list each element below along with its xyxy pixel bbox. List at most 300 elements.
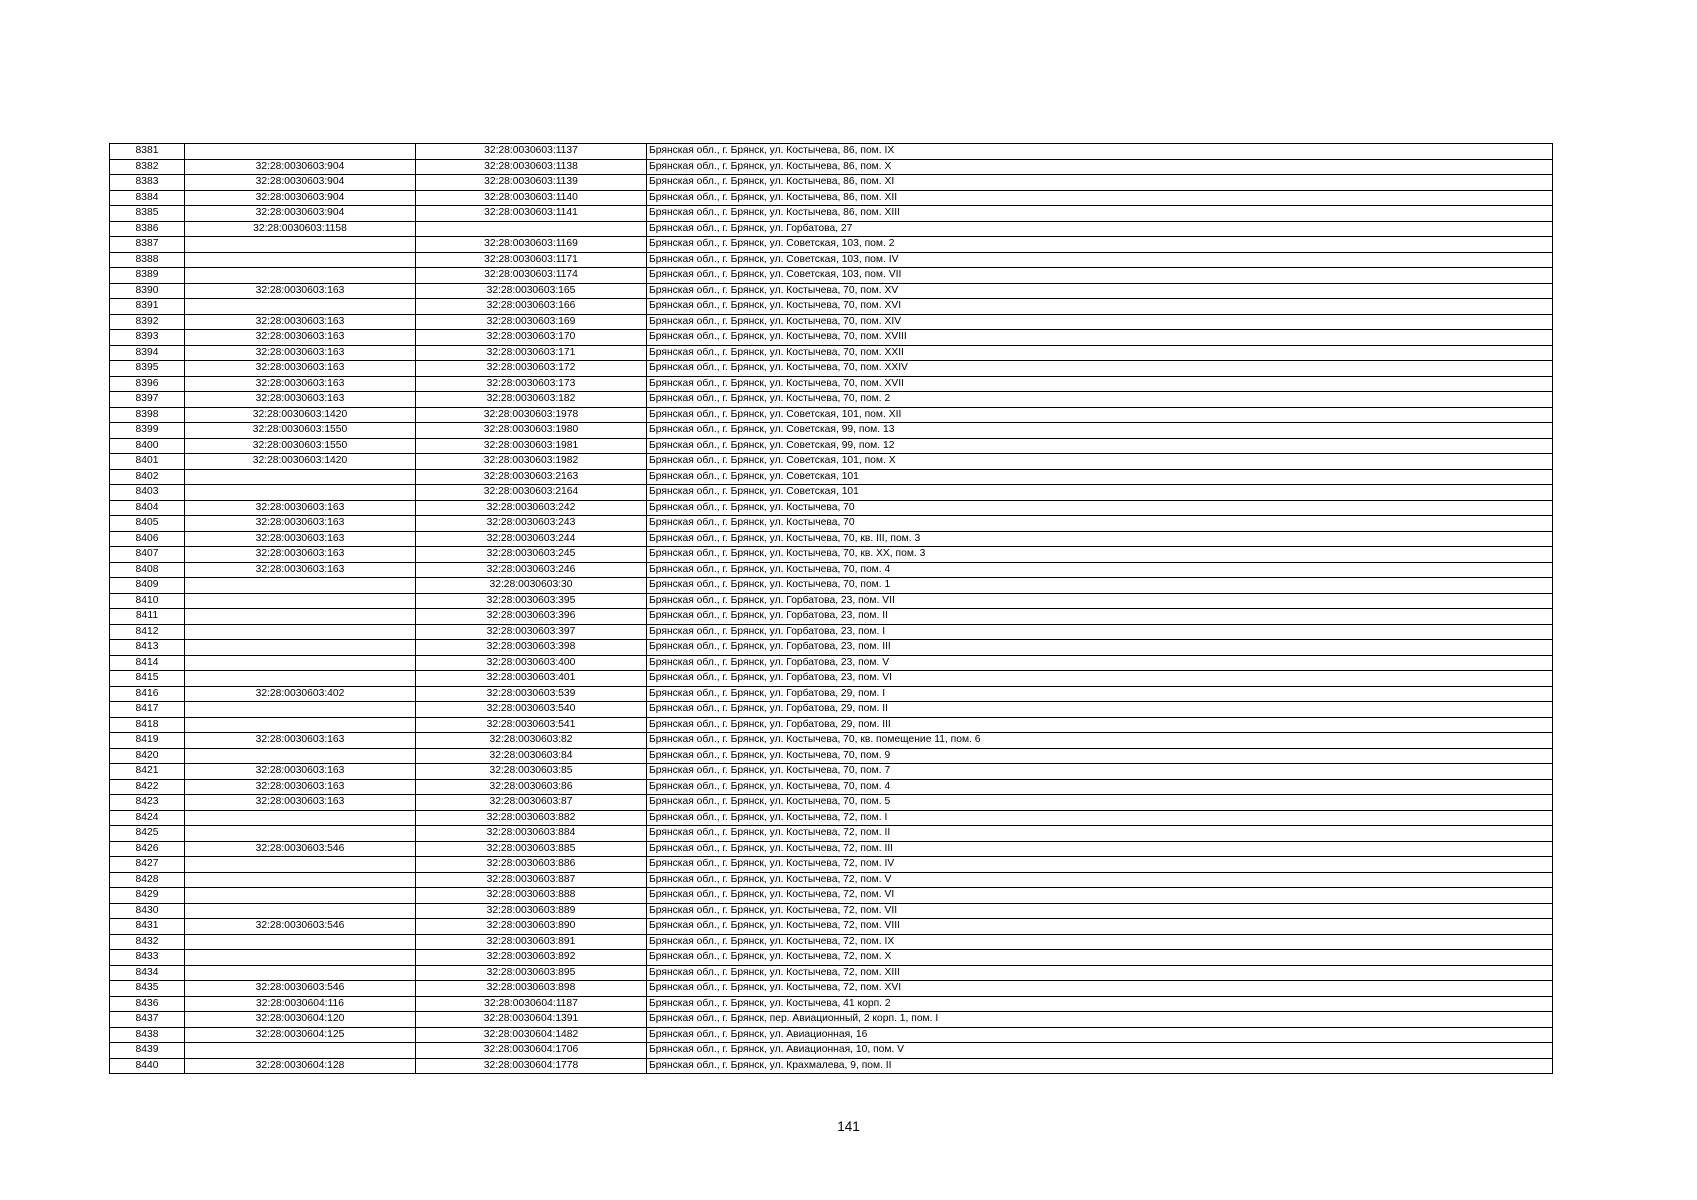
address-cell: Брянская обл., г. Брянск, ул. Костычева, 72, пом. VI — [647, 888, 1553, 904]
table-row — [110, 903, 1553, 919]
table-row — [110, 640, 1553, 656]
cadastral-number-cell: 32:28:0030603:86 — [416, 779, 647, 795]
parent-cadastral-number-cell: 32:28:0030603:163 — [185, 314, 416, 330]
table-row — [110, 702, 1553, 718]
parent-cadastral-number-cell — [185, 965, 416, 981]
row-number-cell: 8401 — [110, 454, 185, 470]
cadastral-number-cell: 32:28:0030603:397 — [416, 624, 647, 640]
address-cell: Брянская обл., г. Брянск, ул. Костычева, 70, пом. XIV — [647, 314, 1553, 330]
cadastral-number-cell: 32:28:0030603:1138 — [416, 159, 647, 175]
address-cell: Брянская обл., г. Брянск, ул. Костычева, 70, пом. XXII — [647, 345, 1553, 361]
address-cell: Брянская обл., г. Брянск, ул. Костычева, 70, пом. XV — [647, 283, 1553, 299]
parent-cadastral-number-cell: 32:28:0030603:904 — [185, 175, 416, 191]
row-number-cell: 8431 — [110, 919, 185, 935]
address-cell: Брянская обл., г. Брянск, ул. Горбатова, 23, пом. V — [647, 655, 1553, 671]
cadastral-number-cell: 32:28:0030603:895 — [416, 965, 647, 981]
row-number-cell: 8403 — [110, 485, 185, 501]
row-number-cell: 8432 — [110, 934, 185, 950]
parent-cadastral-number-cell — [185, 469, 416, 485]
cadastral-number-cell: 32:28:0030603:1981 — [416, 438, 647, 454]
cadastral-number-cell: 32:28:0030603:882 — [416, 810, 647, 826]
address-cell: Брянская обл., г. Брянск, ул. Авиационная, 10, пом. V — [647, 1043, 1553, 1059]
address-cell: Брянская обл., г. Брянск, ул. Костычева, 70, пом. 1 — [647, 578, 1553, 594]
row-number-cell: 8428 — [110, 872, 185, 888]
cadastral-number-cell: 32:28:0030603:1174 — [416, 268, 647, 284]
cadastral-number-cell: 32:28:0030603:898 — [416, 981, 647, 997]
parent-cadastral-number-cell: 32:28:0030604:125 — [185, 1027, 416, 1043]
table-row — [110, 733, 1553, 749]
table-row — [110, 919, 1553, 935]
row-number-cell: 8399 — [110, 423, 185, 439]
address-cell: Брянская обл., г. Брянск, ул. Горбатова, 29, пом. III — [647, 717, 1553, 733]
table-row — [110, 314, 1553, 330]
table-row — [110, 841, 1553, 857]
cadastral-number-cell: 32:28:0030603:165 — [416, 283, 647, 299]
address-cell: Брянская обл., г. Брянск, ул. Горбатова, 23, пом. VI — [647, 671, 1553, 687]
address-cell: Брянская обл., г. Брянск, ул. Горбатова, 23, пом. III — [647, 640, 1553, 656]
parent-cadastral-number-cell — [185, 237, 416, 253]
row-number-cell: 8424 — [110, 810, 185, 826]
parent-cadastral-number-cell: 32:28:0030603:163 — [185, 361, 416, 377]
table-row — [110, 283, 1553, 299]
parent-cadastral-number-cell: 32:28:0030604:120 — [185, 1012, 416, 1028]
address-cell: Брянская обл., г. Брянск, ул. Костычева, 70, пом. 9 — [647, 748, 1553, 764]
table-row — [110, 934, 1553, 950]
parent-cadastral-number-cell — [185, 144, 416, 160]
parent-cadastral-number-cell: 32:28:0030603:163 — [185, 345, 416, 361]
row-number-cell: 8406 — [110, 531, 185, 547]
cadastral-number-cell: 32:28:0030603:395 — [416, 593, 647, 609]
parent-cadastral-number-cell — [185, 888, 416, 904]
address-cell: Брянская обл., г. Брянск, ул. Советская, 103, пом. IV — [647, 252, 1553, 268]
parent-cadastral-number-cell: 32:28:0030603:1420 — [185, 407, 416, 423]
table-row — [110, 872, 1553, 888]
cadastral-number-cell: 32:28:0030603:169 — [416, 314, 647, 330]
address-cell: Брянская обл., г. Брянск, ул. Костычева, 70 — [647, 516, 1553, 532]
parent-cadastral-number-cell: 32:28:0030603:163 — [185, 283, 416, 299]
cadastral-number-cell: 32:28:0030603:246 — [416, 562, 647, 578]
page-number: 141 — [837, 1119, 860, 1134]
table-row — [110, 516, 1553, 532]
address-cell: Брянская обл., г. Брянск, ул. Костычева, 72, пом. II — [647, 826, 1553, 842]
address-cell: Брянская обл., г. Брянск, ул. Костычева, 70, кв. III, пом. 3 — [647, 531, 1553, 547]
parent-cadastral-number-cell: 32:28:0030603:163 — [185, 516, 416, 532]
address-cell: Брянская обл., г. Брянск, ул. Костычева, 72, пом. VII — [647, 903, 1553, 919]
parent-cadastral-number-cell — [185, 609, 416, 625]
table-row — [110, 764, 1553, 780]
cadastral-number-cell: 32:28:0030603:889 — [416, 903, 647, 919]
row-number-cell: 8438 — [110, 1027, 185, 1043]
parent-cadastral-number-cell: 32:28:0030603:1550 — [185, 438, 416, 454]
row-number-cell: 8393 — [110, 330, 185, 346]
address-cell: Брянская обл., г. Брянск, ул. Горбатова, 27 — [647, 221, 1553, 237]
address-cell: Брянская обл., г. Брянск, ул. Костычева, 70, кв. XX, пом. 3 — [647, 547, 1553, 563]
parent-cadastral-number-cell: 32:28:0030603:904 — [185, 190, 416, 206]
address-cell: Брянская обл., г. Брянск, ул. Горбатова, 23, пом. II — [647, 609, 1553, 625]
table-row — [110, 655, 1553, 671]
row-number-cell: 8396 — [110, 376, 185, 392]
cadastral-number-cell: 32:28:0030604:1187 — [416, 996, 647, 1012]
table-row — [110, 500, 1553, 516]
table-row — [110, 268, 1553, 284]
row-number-cell: 8400 — [110, 438, 185, 454]
cadastral-number-cell: 32:28:0030603:400 — [416, 655, 647, 671]
cadastral-number-cell: 32:28:0030603:890 — [416, 919, 647, 935]
table-row — [110, 485, 1553, 501]
row-number-cell: 8386 — [110, 221, 185, 237]
cadastral-number-cell: 32:28:0030603:401 — [416, 671, 647, 687]
address-cell: Брянская обл., г. Брянск, ул. Костычева, 70, пом. XVII — [647, 376, 1553, 392]
parent-cadastral-number-cell — [185, 1043, 416, 1059]
table-row — [110, 454, 1553, 470]
row-number-cell: 8390 — [110, 283, 185, 299]
parent-cadastral-number-cell — [185, 624, 416, 640]
table-row — [110, 531, 1553, 547]
row-number-cell: 8391 — [110, 299, 185, 315]
row-number-cell: 8405 — [110, 516, 185, 532]
address-cell: Брянская обл., г. Брянск, ул. Авиационная, 16 — [647, 1027, 1553, 1043]
parent-cadastral-number-cell: 32:28:0030603:163 — [185, 531, 416, 547]
address-cell: Брянская обл., г. Брянск, ул. Костычева, 70, кв. помещение 11, пом. 6 — [647, 733, 1553, 749]
table-row — [110, 547, 1553, 563]
parent-cadastral-number-cell: 32:28:0030603:163 — [185, 779, 416, 795]
row-number-cell: 8427 — [110, 857, 185, 873]
row-number-cell: 8439 — [110, 1043, 185, 1059]
parent-cadastral-number-cell — [185, 748, 416, 764]
table-row — [110, 996, 1553, 1012]
parent-cadastral-number-cell — [185, 485, 416, 501]
address-cell: Брянская обл., г. Брянск, ул. Костычева, 72, пом. IX — [647, 934, 1553, 950]
address-cell: Брянская обл., г. Брянск, ул. Костычева, 70, пом. 7 — [647, 764, 1553, 780]
cadastral-number-cell: 32:28:0030603:87 — [416, 795, 647, 811]
parent-cadastral-number-cell: 32:28:0030603:546 — [185, 841, 416, 857]
table-row — [110, 888, 1553, 904]
address-cell: Брянская обл., г. Брянск, ул. Костычева, 72, пом. X — [647, 950, 1553, 966]
row-number-cell: 8407 — [110, 547, 185, 563]
parent-cadastral-number-cell — [185, 934, 416, 950]
cadastral-number-cell: 32:28:0030603:1982 — [416, 454, 647, 470]
address-cell: Брянская обл., г. Брянск, ул. Костычева, 41 корп. 2 — [647, 996, 1553, 1012]
row-number-cell: 8394 — [110, 345, 185, 361]
cadastral-number-cell: 32:28:0030604:1706 — [416, 1043, 647, 1059]
parent-cadastral-number-cell: 32:28:0030603:402 — [185, 686, 416, 702]
property-register-table — [109, 143, 1553, 1074]
address-cell: Брянская обл., г. Брянск, ул. Горбатова, 23, пом. I — [647, 624, 1553, 640]
cadastral-number-cell: 32:28:0030603:1137 — [416, 144, 647, 160]
row-number-cell: 8404 — [110, 500, 185, 516]
row-number-cell: 8411 — [110, 609, 185, 625]
cadastral-number-cell: 32:28:0030603:2164 — [416, 485, 647, 501]
address-cell: Брянская обл., г. Брянск, ул. Костычева, 70, пом. 4 — [647, 562, 1553, 578]
table-row — [110, 624, 1553, 640]
address-cell: Брянская обл., г. Брянск, ул. Костычева, 72, пом. IV — [647, 857, 1553, 873]
row-number-cell: 8412 — [110, 624, 185, 640]
row-number-cell: 8381 — [110, 144, 185, 160]
cadastral-number-cell: 32:28:0030603:540 — [416, 702, 647, 718]
cadastral-number-cell: 32:28:0030604:1778 — [416, 1058, 647, 1074]
address-cell: Брянская обл., г. Брянск, ул. Костычева, 70, пом. XVI — [647, 299, 1553, 315]
table-row — [110, 810, 1553, 826]
address-cell: Брянская обл., г. Брянск, ул. Костычева, 86, пом. X — [647, 159, 1553, 175]
row-number-cell: 8416 — [110, 686, 185, 702]
row-number-cell: 8426 — [110, 841, 185, 857]
row-number-cell: 8436 — [110, 996, 185, 1012]
row-number-cell: 8417 — [110, 702, 185, 718]
row-number-cell: 8388 — [110, 252, 185, 268]
address-cell: Брянская обл., г. Брянск, ул. Советская, 99, пом. 12 — [647, 438, 1553, 454]
parent-cadastral-number-cell: 32:28:0030604:116 — [185, 996, 416, 1012]
cadastral-number-cell: 32:28:0030603:891 — [416, 934, 647, 950]
parent-cadastral-number-cell: 32:28:0030603:163 — [185, 330, 416, 346]
cadastral-number-cell: 32:28:0030604:1391 — [416, 1012, 647, 1028]
table-row — [110, 376, 1553, 392]
table-row — [110, 1058, 1553, 1074]
parent-cadastral-number-cell — [185, 717, 416, 733]
cadastral-number-cell: 32:28:0030603:887 — [416, 872, 647, 888]
parent-cadastral-number-cell: 32:28:0030603:1420 — [185, 454, 416, 470]
address-cell: Брянская обл., г. Брянск, ул. Костычева, 72, пом. VIII — [647, 919, 1553, 935]
parent-cadastral-number-cell — [185, 578, 416, 594]
address-cell: Брянская обл., г. Брянск, ул. Костычева, 70 — [647, 500, 1553, 516]
parent-cadastral-number-cell: 32:28:0030603:163 — [185, 547, 416, 563]
address-cell: Брянская обл., г. Брянск, ул. Советская, 101, пом. XII — [647, 407, 1553, 423]
table-row — [110, 144, 1553, 160]
address-cell: Брянская обл., г. Брянск, ул. Костычева, 72, пом. I — [647, 810, 1553, 826]
row-number-cell: 8434 — [110, 965, 185, 981]
parent-cadastral-number-cell: 32:28:0030603:163 — [185, 376, 416, 392]
table-row — [110, 671, 1553, 687]
table-row — [110, 345, 1553, 361]
table-row — [110, 361, 1553, 377]
row-number-cell: 8384 — [110, 190, 185, 206]
parent-cadastral-number-cell: 32:28:0030604:128 — [185, 1058, 416, 1074]
cadastral-number-cell: 32:28:0030603:539 — [416, 686, 647, 702]
parent-cadastral-number-cell: 32:28:0030603:163 — [185, 795, 416, 811]
address-cell: Брянская обл., г. Брянск, ул. Советская, 103, пом. VII — [647, 268, 1553, 284]
parent-cadastral-number-cell — [185, 299, 416, 315]
parent-cadastral-number-cell: 32:28:0030603:163 — [185, 392, 416, 408]
table-row — [110, 717, 1553, 733]
parent-cadastral-number-cell — [185, 268, 416, 284]
cadastral-number-cell: 32:28:0030603:886 — [416, 857, 647, 873]
table-row — [110, 330, 1553, 346]
parent-cadastral-number-cell — [185, 640, 416, 656]
table-row — [110, 299, 1553, 315]
parent-cadastral-number-cell — [185, 857, 416, 873]
parent-cadastral-number-cell — [185, 903, 416, 919]
cadastral-number-cell: 32:28:0030603:171 — [416, 345, 647, 361]
cadastral-number-cell: 32:28:0030603:245 — [416, 547, 647, 563]
row-number-cell: 8433 — [110, 950, 185, 966]
address-cell: Брянская обл., г. Брянск, ул. Костычева, 72, пом. V — [647, 872, 1553, 888]
cadastral-number-cell: 32:28:0030603:1141 — [416, 206, 647, 222]
address-cell: Брянская обл., г. Брянск, ул. Советская, 101 — [647, 485, 1553, 501]
parent-cadastral-number-cell: 32:28:0030603:163 — [185, 733, 416, 749]
table-row — [110, 221, 1553, 237]
cadastral-number-cell: 32:28:0030603:170 — [416, 330, 647, 346]
row-number-cell: 8392 — [110, 314, 185, 330]
cadastral-number-cell: 32:28:0030603:884 — [416, 826, 647, 842]
table-row — [110, 252, 1553, 268]
table-row — [110, 175, 1553, 191]
row-number-cell: 8415 — [110, 671, 185, 687]
table-row — [110, 857, 1553, 873]
cadastral-number-cell: 32:28:0030603:1978 — [416, 407, 647, 423]
table-row — [110, 950, 1553, 966]
parent-cadastral-number-cell — [185, 593, 416, 609]
parent-cadastral-number-cell: 32:28:0030603:163 — [185, 500, 416, 516]
cadastral-number-cell: 32:28:0030603:885 — [416, 841, 647, 857]
cadastral-number-cell: 32:28:0030603:1980 — [416, 423, 647, 439]
parent-cadastral-number-cell: 32:28:0030603:546 — [185, 981, 416, 997]
cadastral-number-cell — [416, 221, 647, 237]
cadastral-number-cell: 32:28:0030603:398 — [416, 640, 647, 656]
address-cell: Брянская обл., г. Брянск, ул. Костычева, 72, пом. III — [647, 841, 1553, 857]
cadastral-number-cell: 32:28:0030603:85 — [416, 764, 647, 780]
row-number-cell: 8383 — [110, 175, 185, 191]
parent-cadastral-number-cell — [185, 872, 416, 888]
row-number-cell: 8410 — [110, 593, 185, 609]
cadastral-number-cell: 32:28:0030604:1482 — [416, 1027, 647, 1043]
table-row — [110, 748, 1553, 764]
cadastral-number-cell: 32:28:0030603:173 — [416, 376, 647, 392]
row-number-cell: 8389 — [110, 268, 185, 284]
table-row — [110, 438, 1553, 454]
table-row — [110, 686, 1553, 702]
cadastral-number-cell: 32:28:0030603:1169 — [416, 237, 647, 253]
cadastral-number-cell: 32:28:0030603:541 — [416, 717, 647, 733]
table-row — [110, 237, 1553, 253]
address-cell: Брянская обл., г. Брянск, ул. Советская, 103, пом. 2 — [647, 237, 1553, 253]
row-number-cell: 8422 — [110, 779, 185, 795]
table-row — [110, 965, 1553, 981]
table-row — [110, 159, 1553, 175]
parent-cadastral-number-cell — [185, 671, 416, 687]
cadastral-number-cell: 32:28:0030603:82 — [416, 733, 647, 749]
table-row — [110, 593, 1553, 609]
row-number-cell: 8423 — [110, 795, 185, 811]
table-row — [110, 779, 1553, 795]
address-cell: Брянская обл., г. Брянск, ул. Костычева, 70, пом. 5 — [647, 795, 1553, 811]
parent-cadastral-number-cell: 32:28:0030603:904 — [185, 159, 416, 175]
address-cell: Брянская обл., г. Брянск, пер. Авиационный, 2 корп. 1, пом. I — [647, 1012, 1553, 1028]
cadastral-number-cell: 32:28:0030603:242 — [416, 500, 647, 516]
row-number-cell: 8387 — [110, 237, 185, 253]
table-row — [110, 609, 1553, 625]
table-row — [110, 190, 1553, 206]
address-cell: Брянская обл., г. Брянск, ул. Костычева, 86, пом. XII — [647, 190, 1553, 206]
row-number-cell: 8437 — [110, 1012, 185, 1028]
row-number-cell: 8421 — [110, 764, 185, 780]
row-number-cell: 8385 — [110, 206, 185, 222]
row-number-cell: 8429 — [110, 888, 185, 904]
table-row — [110, 1043, 1553, 1059]
table-row — [110, 469, 1553, 485]
row-number-cell: 8409 — [110, 578, 185, 594]
address-cell: Брянская обл., г. Брянск, ул. Советская, 101, пом. X — [647, 454, 1553, 470]
table-row — [110, 392, 1553, 408]
cadastral-number-cell: 32:28:0030603:2163 — [416, 469, 647, 485]
address-cell: Брянская обл., г. Брянск, ул. Костычева, 70, пом. 2 — [647, 392, 1553, 408]
table-row — [110, 562, 1553, 578]
parent-cadastral-number-cell — [185, 950, 416, 966]
cadastral-number-cell: 32:28:0030603:396 — [416, 609, 647, 625]
row-number-cell: 8435 — [110, 981, 185, 997]
table-row — [110, 578, 1553, 594]
row-number-cell: 8420 — [110, 748, 185, 764]
row-number-cell: 8395 — [110, 361, 185, 377]
row-number-cell: 8402 — [110, 469, 185, 485]
cadastral-number-cell: 32:28:0030603:1140 — [416, 190, 647, 206]
row-number-cell: 8425 — [110, 826, 185, 842]
table-body — [110, 144, 1553, 1074]
row-number-cell: 8440 — [110, 1058, 185, 1074]
address-cell: Брянская обл., г. Брянск, ул. Костычева, 86, пом. XIII — [647, 206, 1553, 222]
parent-cadastral-number-cell — [185, 702, 416, 718]
row-number-cell: 8397 — [110, 392, 185, 408]
row-number-cell: 8382 — [110, 159, 185, 175]
parent-cadastral-number-cell — [185, 252, 416, 268]
address-cell: Брянская обл., г. Брянск, ул. Советская, 99, пом. 13 — [647, 423, 1553, 439]
table-row — [110, 206, 1553, 222]
cadastral-number-cell: 32:28:0030603:1139 — [416, 175, 647, 191]
cadastral-number-cell: 32:28:0030603:892 — [416, 950, 647, 966]
address-cell: Брянская обл., г. Брянск, ул. Горбатова, 29, пом. I — [647, 686, 1553, 702]
parent-cadastral-number-cell — [185, 655, 416, 671]
address-cell: Брянская обл., г. Брянск, ул. Костычева, 70, пом. XXIV — [647, 361, 1553, 377]
row-number-cell: 8398 — [110, 407, 185, 423]
parent-cadastral-number-cell — [185, 810, 416, 826]
address-cell: Брянская обл., г. Брянск, ул. Костычева, 72, пом. XIII — [647, 965, 1553, 981]
table-row — [110, 1027, 1553, 1043]
parent-cadastral-number-cell — [185, 826, 416, 842]
table-row — [110, 795, 1553, 811]
cadastral-number-cell: 32:28:0030603:172 — [416, 361, 647, 377]
cadastral-number-cell: 32:28:0030603:84 — [416, 748, 647, 764]
cadastral-number-cell: 32:28:0030603:888 — [416, 888, 647, 904]
row-number-cell: 8419 — [110, 733, 185, 749]
address-cell: Брянская обл., г. Брянск, ул. Советская, 101 — [647, 469, 1553, 485]
row-number-cell: 8413 — [110, 640, 185, 656]
address-cell: Брянская обл., г. Брянск, ул. Костычева, 72, пом. XVI — [647, 981, 1553, 997]
address-cell: Брянская обл., г. Брянск, ул. Крахмалева, 9, пом. II — [647, 1058, 1553, 1074]
address-cell: Брянская обл., г. Брянск, ул. Горбатова, 23, пом. VII — [647, 593, 1553, 609]
cadastral-number-cell: 32:28:0030603:244 — [416, 531, 647, 547]
table-row — [110, 826, 1553, 842]
parent-cadastral-number-cell: 32:28:0030603:1550 — [185, 423, 416, 439]
cadastral-number-cell: 32:28:0030603:1171 — [416, 252, 647, 268]
address-cell: Брянская обл., г. Брянск, ул. Костычева, 86, пом. XI — [647, 175, 1553, 191]
table-row — [110, 981, 1553, 997]
address-cell: Брянская обл., г. Брянск, ул. Костычева, 86, пом. IX — [647, 144, 1553, 160]
address-cell: Брянская обл., г. Брянск, ул. Костычева, 70, пом. XVIII — [647, 330, 1553, 346]
parent-cadastral-number-cell: 32:28:0030603:904 — [185, 206, 416, 222]
address-cell: Брянская обл., г. Брянск, ул. Горбатова, 29, пом. II — [647, 702, 1553, 718]
row-number-cell: 8414 — [110, 655, 185, 671]
parent-cadastral-number-cell: 32:28:0030603:163 — [185, 562, 416, 578]
cadastral-number-cell: 32:28:0030603:182 — [416, 392, 647, 408]
cadastral-number-cell: 32:28:0030603:243 — [416, 516, 647, 532]
table-row — [110, 407, 1553, 423]
row-number-cell: 8408 — [110, 562, 185, 578]
cadastral-number-cell: 32:28:0030603:30 — [416, 578, 647, 594]
row-number-cell: 8418 — [110, 717, 185, 733]
table-row — [110, 423, 1553, 439]
address-cell: Брянская обл., г. Брянск, ул. Костычева, 70, пом. 4 — [647, 779, 1553, 795]
parent-cadastral-number-cell: 32:28:0030603:163 — [185, 764, 416, 780]
table-row — [110, 1012, 1553, 1028]
cadastral-number-cell: 32:28:0030603:166 — [416, 299, 647, 315]
